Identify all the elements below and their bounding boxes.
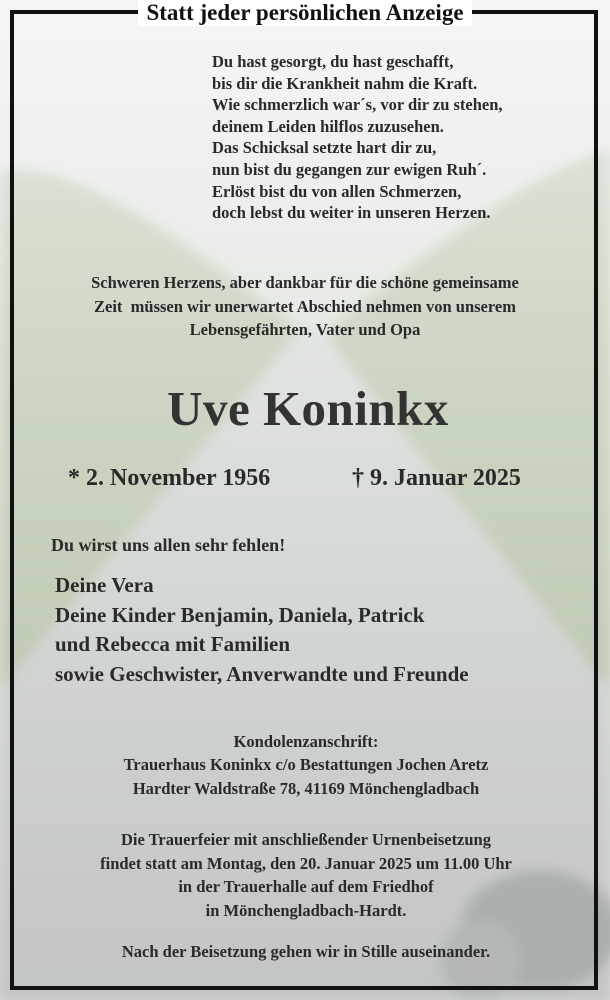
condolence-line: Hardter Waldstraße 78, 41169 Mönchengladbach (132, 778, 480, 798)
poem-line: bis dir die Krankheit nahm die Kraft. (212, 73, 478, 93)
family-signatures (55, 571, 469, 689)
condolence-address (0, 730, 610, 800)
family-line: Deine Kinder Benjamin, Daniela, Patrick (55, 602, 425, 627)
intro-text (0, 271, 610, 342)
intro-line: Zeit müssen wir unerwartet Abschied nehmen von unserem (94, 296, 516, 316)
birth-date: * 2. November 1956 (68, 465, 271, 491)
service-line: in Mönchengladbach-Hardt. (205, 900, 407, 920)
poem-line: Das Schicksal setzte hart dir zu, (212, 138, 437, 158)
poem-line: Wie schmerzlich war´s, vor dir zu stehen, (212, 95, 503, 115)
header-banner (0, 0, 610, 26)
funeral-service-info (0, 828, 610, 922)
miss-line: Du wirst uns allen sehr fehlen! (51, 535, 286, 555)
header-text: Statt jeder persönlichen Anzeige (138, 0, 471, 26)
condolence-line: Trauerhaus Koninkx c/o Bestattungen Jochen Aretz (123, 755, 489, 775)
deceased-name: Uve Koninkx (167, 381, 449, 436)
condolence-line: Kondolenzanschrift: (233, 732, 379, 751)
poem-line: deinem Leiden hilflos zuzusehen. (212, 116, 444, 136)
service-line: Die Trauerfeier mit anschließender Urnenbeisetzung (121, 830, 491, 849)
poem-line: Erlöst bist du von allen Schmerzen, (212, 181, 462, 201)
service-line: findet statt am Montag, den 20. Januar 2025 um 11.00 Uhr (100, 853, 512, 873)
service-line: in der Trauerhalle auf dem Friedhof (178, 877, 434, 896)
poem-line: doch lebst du weiter in unseren Herzen. (212, 203, 491, 223)
death-date: † 9. Januar 2025 (352, 465, 521, 491)
poem-line: nun bist du gegangen zur ewigen Ruh´. (212, 159, 487, 179)
intro-line: Lebensgefährten, Vater und Opa (189, 320, 421, 339)
poem-line: Du hast gesorgt, du hast geschafft, (212, 52, 454, 71)
poem (212, 51, 602, 224)
closing-line: Nach der Beisetzung gehen wir in Stille auseinander. (121, 942, 491, 961)
family-line: sowie Geschwister, Anverwandte und Freunde (55, 661, 469, 686)
family-line: und Rebecca mit Familien (55, 632, 291, 656)
intro-line: Schweren Herzens, aber dankbar für die schöne gemeinsame (91, 273, 519, 292)
family-line: Deine Vera (55, 573, 154, 597)
